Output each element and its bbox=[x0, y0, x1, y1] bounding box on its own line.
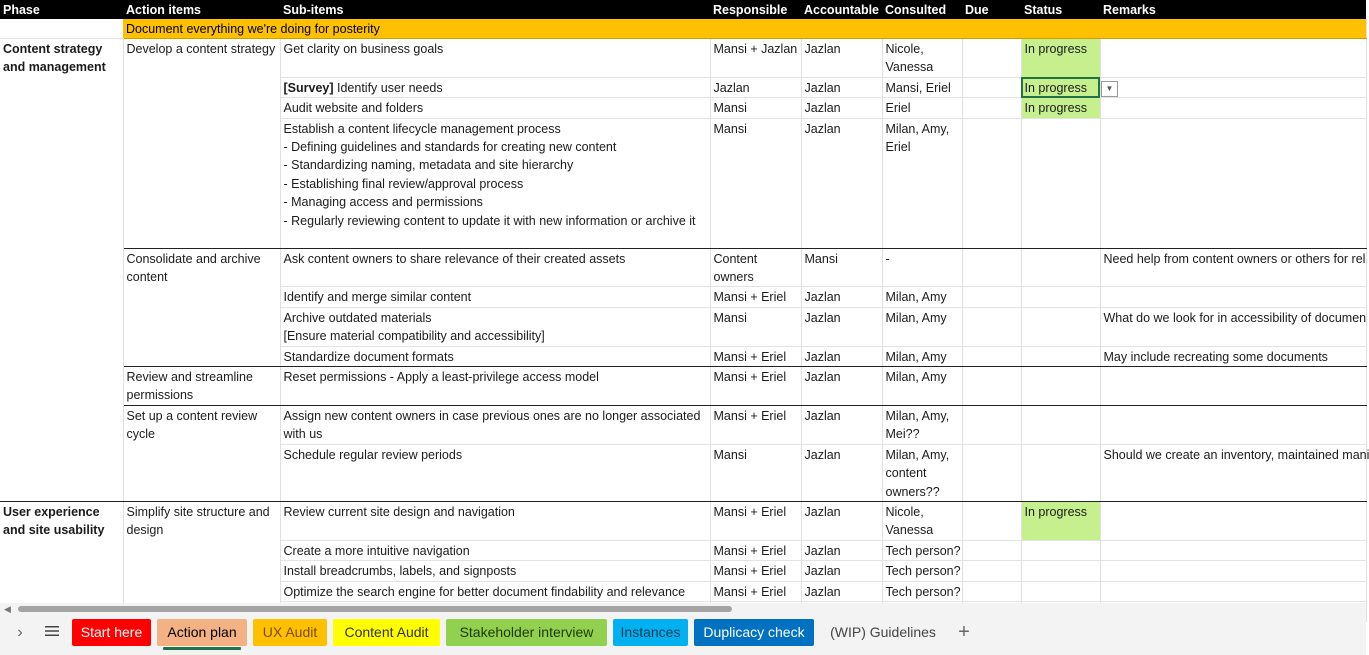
due-cell[interactable] bbox=[962, 287, 1021, 307]
due-cell[interactable] bbox=[962, 367, 1021, 406]
header-due[interactable]: Due bbox=[962, 0, 1021, 19]
table-row bbox=[0, 367, 1366, 406]
consulted-cell[interactable]: Mansi, Eriel bbox=[882, 77, 962, 97]
status-cell[interactable] bbox=[1021, 405, 1100, 444]
horizontal-scrollbar[interactable] bbox=[0, 603, 1366, 615]
header-sub-items[interactable]: Sub-items bbox=[280, 0, 710, 19]
accountable-cell[interactable]: Jazlan bbox=[801, 581, 882, 601]
accountable-cell[interactable]: Jazlan bbox=[801, 501, 882, 540]
sub-item-cell[interactable] bbox=[280, 405, 710, 444]
status-cell[interactable]: In progress bbox=[1021, 501, 1100, 540]
status-cell[interactable] bbox=[1021, 540, 1100, 560]
plus-icon[interactable]: + bbox=[958, 621, 970, 643]
sub-item-cell[interactable]: Create a more intuitive navigation bbox=[280, 540, 710, 560]
sub-item-cell[interactable] bbox=[280, 307, 710, 346]
hamburger-icon-svg bbox=[45, 625, 59, 637]
responsible-cell[interactable]: Mansi bbox=[710, 118, 801, 248]
tab-instances[interactable]: Instances bbox=[613, 619, 688, 646]
responsible-cell[interactable]: Mansi bbox=[710, 307, 801, 346]
status-cell[interactable] bbox=[1021, 287, 1100, 307]
accountable-cell[interactable]: Jazlan bbox=[801, 346, 882, 366]
table-row bbox=[0, 248, 1366, 287]
accountable-cell[interactable]: Jazlan bbox=[801, 287, 882, 307]
action-cell[interactable]: Consolidate and archive content bbox=[123, 248, 280, 366]
tab-wip-guidelines[interactable]: (WIP) Guidelines bbox=[830, 624, 936, 640]
responsible-cell[interactable]: Mansi + Eriel bbox=[710, 346, 801, 366]
due-cell[interactable] bbox=[962, 248, 1021, 287]
remarks-cell[interactable]: May include recreating some documents bbox=[1100, 346, 1366, 366]
sub-item-cell[interactable]: Install breadcrumbs, labels, and signposts bbox=[280, 561, 710, 581]
remarks-cell[interactable] bbox=[1100, 540, 1366, 560]
sub-item-cell[interactable]: Get clarity on business goals bbox=[280, 39, 710, 78]
status-cell[interactable] bbox=[1021, 561, 1100, 581]
status-cell[interactable] bbox=[1021, 346, 1100, 366]
sub-item-line: - Standardizing naming, metadata and site hierarchy bbox=[283, 158, 574, 173]
tab-action-plan[interactable]: Action plan bbox=[157, 619, 247, 646]
responsible-cell[interactable]: Jazlan bbox=[710, 77, 801, 97]
sub-item-line: - Establishing final review/approval process bbox=[283, 176, 524, 191]
due-cell[interactable] bbox=[962, 98, 1021, 118]
remarks-cell[interactable] bbox=[1100, 98, 1366, 118]
responsible-cell[interactable]: Mansi + Eriel bbox=[710, 405, 801, 444]
due-cell[interactable] bbox=[962, 118, 1021, 248]
consulted-cell[interactable]: Milan, Amy bbox=[882, 346, 962, 366]
consulted-cell[interactable]: Tech person? bbox=[882, 581, 962, 601]
responsible-cell[interactable]: Mansi bbox=[710, 98, 801, 118]
consulted-cell[interactable]: Milan, Amy bbox=[882, 307, 962, 346]
remarks-cell[interactable] bbox=[1100, 561, 1366, 581]
accountable-cell[interactable]: Jazlan bbox=[801, 98, 882, 118]
status-cell[interactable]: In progress bbox=[1021, 39, 1100, 78]
sub-item-cell[interactable]: Ask content owners to share relevance of their created assets bbox=[280, 248, 710, 287]
consulted-cell[interactable]: Eriel bbox=[882, 98, 962, 118]
accountable-cell[interactable]: Jazlan bbox=[801, 540, 882, 560]
sub-item-cell[interactable] bbox=[280, 118, 710, 248]
sub-item-cell[interactable] bbox=[280, 77, 710, 97]
action-cell[interactable]: Review and streamline permissions bbox=[123, 367, 280, 406]
phase-cell[interactable]: Content strategy and management bbox=[0, 39, 123, 502]
responsible-cell[interactable]: Mansi + Eriel bbox=[710, 501, 801, 540]
action-cell[interactable]: Simplify site structure and design bbox=[123, 501, 280, 621]
responsible-cell[interactable]: Mansi + Jazlan bbox=[710, 39, 801, 78]
remarks-cell[interactable]: Need help from content owners or others for rel bbox=[1100, 248, 1366, 287]
remarks-cell[interactable] bbox=[1100, 367, 1366, 406]
sub-item-line: with us bbox=[283, 427, 323, 442]
consulted-cell[interactable]: Milan, Amy, Eriel bbox=[882, 118, 962, 248]
consulted-cell[interactable]: Milan, Amy bbox=[882, 287, 962, 307]
header-consulted[interactable]: Consulted bbox=[882, 0, 962, 19]
status-cell[interactable]: In progress bbox=[1021, 98, 1100, 118]
due-cell[interactable] bbox=[962, 561, 1021, 581]
action-cell[interactable]: Set up a content review cycle bbox=[123, 405, 280, 501]
accountable-cell[interactable]: Jazlan bbox=[801, 77, 882, 97]
tab-start-here[interactable]: Start here bbox=[72, 619, 151, 646]
sub-item-line: - Defining guidelines and standards for creating new content bbox=[283, 140, 617, 155]
chevron-right-icon[interactable]: › bbox=[17, 624, 23, 641]
remarks-cell[interactable]: What do we look for in accessibility of documen bbox=[1100, 307, 1366, 346]
accountable-cell[interactable]: Jazlan bbox=[801, 367, 882, 406]
remarks-cell[interactable] bbox=[1100, 405, 1366, 444]
sub-item-cell[interactable]: Standardize document formats bbox=[280, 346, 710, 366]
accountable-cell[interactable]: Jazlan bbox=[801, 39, 882, 78]
remarks-cell[interactable] bbox=[1100, 501, 1366, 540]
tab-content-audit[interactable]: Content Audit bbox=[333, 619, 440, 646]
sub-item-cell[interactable]: Optimize the search engine for better document findability and relevance bbox=[280, 581, 710, 601]
due-cell[interactable] bbox=[962, 444, 1021, 501]
due-cell[interactable] bbox=[962, 307, 1021, 346]
table-row bbox=[0, 39, 1366, 78]
remarks-cell[interactable] bbox=[1100, 39, 1366, 78]
consulted-cell[interactable]: Milan, Amy bbox=[882, 367, 962, 406]
sub-item-cell[interactable]: Identify and merge similar content bbox=[280, 287, 710, 307]
banner-cell[interactable]: Document everything we're doing for posterity bbox=[123, 19, 1366, 39]
sub-item-line: [Ensure material compatibility and accessibility] bbox=[283, 329, 545, 344]
scrollbar-thumb[interactable] bbox=[18, 606, 732, 612]
active-tab-indicator bbox=[163, 647, 241, 650]
sub-item-line: Assign new content owners in case previous ones are no longer associated bbox=[283, 408, 701, 423]
tab-stakeholder-interview[interactable]: Stakeholder interview bbox=[446, 619, 607, 646]
consulted-cell[interactable]: - bbox=[882, 248, 962, 287]
accountable-cell[interactable]: Jazlan bbox=[801, 405, 882, 444]
accountable-cell[interactable]: Mansi bbox=[801, 248, 882, 287]
sub-item-line: Archive outdated materials bbox=[283, 310, 432, 325]
status-cell[interactable] bbox=[1021, 248, 1100, 287]
hamburger-icon[interactable] bbox=[40, 619, 64, 646]
accountable-cell[interactable]: Jazlan bbox=[801, 444, 882, 501]
survey-tag: [Survey] bbox=[283, 80, 334, 95]
scroll-left-icon[interactable]: ◀ bbox=[4, 604, 11, 614]
header-remarks[interactable]: Remarks bbox=[1100, 0, 1366, 19]
banner-row bbox=[0, 19, 1366, 39]
table-row bbox=[0, 501, 1366, 540]
tab-ux-audit[interactable]: UX Audit bbox=[253, 619, 327, 646]
header-responsible[interactable]: Responsible bbox=[710, 0, 801, 19]
consulted-cell[interactable]: Milan, Amy, content owners?? bbox=[882, 444, 962, 501]
consulted-cell[interactable]: Tech person? bbox=[882, 561, 962, 581]
status-cell[interactable] bbox=[1021, 118, 1100, 248]
due-cell[interactable] bbox=[962, 346, 1021, 366]
due-cell[interactable] bbox=[962, 77, 1021, 97]
remarks-cell[interactable]: Should we create an inventory, maintained mani bbox=[1100, 444, 1366, 501]
sub-item-cell[interactable]: Review current site design and navigation bbox=[280, 501, 710, 540]
remarks-cell[interactable] bbox=[1100, 77, 1366, 97]
header-accountable[interactable]: Accountable bbox=[801, 0, 882, 19]
cell[interactable] bbox=[0, 19, 123, 39]
consulted-cell[interactable]: Tech person? bbox=[882, 540, 962, 560]
sub-item-text: Identify user needs bbox=[333, 80, 443, 95]
header-status[interactable]: Status bbox=[1021, 0, 1100, 19]
status-cell[interactable] bbox=[1021, 307, 1100, 346]
sub-item-line: Establish a content lifecycle management process bbox=[283, 121, 561, 136]
responsible-cell[interactable]: Mansi + Eriel bbox=[710, 540, 801, 560]
consulted-cell[interactable]: Milan, Amy, Mei?? bbox=[882, 405, 962, 444]
accountable-cell[interactable]: Jazlan bbox=[801, 561, 882, 581]
header-action-items[interactable]: Action items bbox=[123, 0, 280, 19]
responsible-cell[interactable]: Mansi + Eriel bbox=[710, 581, 801, 601]
sub-item-line: - Regularly reviewing content to update it with new information or archive it bbox=[283, 213, 696, 228]
sub-item-cell[interactable]: Schedule regular review periods bbox=[280, 444, 710, 501]
consulted-cell[interactable]: Nicole, Vanessa bbox=[882, 501, 962, 540]
responsible-cell[interactable]: Mansi + Eriel bbox=[710, 561, 801, 581]
accountable-cell[interactable]: Jazlan bbox=[801, 307, 882, 346]
remarks-cell[interactable] bbox=[1100, 581, 1366, 601]
header-row bbox=[0, 0, 1366, 19]
remarks-cell[interactable] bbox=[1100, 287, 1366, 307]
responsible-cell[interactable]: Mansi + Eriel bbox=[710, 367, 801, 406]
status-dropdown-icon[interactable]: ▼ bbox=[1101, 81, 1118, 97]
sub-item-line: - Managing access and permissions bbox=[283, 195, 483, 210]
due-cell[interactable] bbox=[962, 39, 1021, 78]
status-cell[interactable] bbox=[1021, 367, 1100, 406]
accountable-cell[interactable]: Jazlan bbox=[801, 118, 882, 248]
due-cell[interactable] bbox=[962, 405, 1021, 444]
tab-duplicacy-check[interactable]: Duplicacy check bbox=[694, 619, 814, 646]
sub-item-cell[interactable]: Audit website and folders bbox=[280, 98, 710, 118]
due-cell[interactable] bbox=[962, 581, 1021, 601]
header-phase[interactable]: Phase bbox=[0, 0, 123, 19]
table-row bbox=[0, 405, 1366, 444]
responsible-cell[interactable]: Content owners bbox=[710, 248, 801, 287]
status-cell[interactable] bbox=[1021, 444, 1100, 501]
sheet-tab-bar bbox=[0, 615, 1366, 655]
status-cell-selected[interactable]: In progress bbox=[1021, 77, 1100, 97]
responsible-cell[interactable]: Mansi + Eriel bbox=[710, 287, 801, 307]
status-cell[interactable] bbox=[1021, 581, 1100, 601]
due-cell[interactable] bbox=[962, 540, 1021, 560]
action-cell[interactable]: Develop a content strategy bbox=[123, 39, 280, 249]
consulted-cell[interactable]: Nicole, Vanessa bbox=[882, 39, 962, 78]
phase-cell[interactable]: User experience and site usability bbox=[0, 501, 123, 621]
remarks-cell[interactable] bbox=[1100, 118, 1366, 248]
due-cell[interactable] bbox=[962, 501, 1021, 540]
sub-item-cell[interactable]: Reset permissions - Apply a least-privilege access model bbox=[280, 367, 710, 406]
responsible-cell[interactable]: Mansi bbox=[710, 444, 801, 501]
